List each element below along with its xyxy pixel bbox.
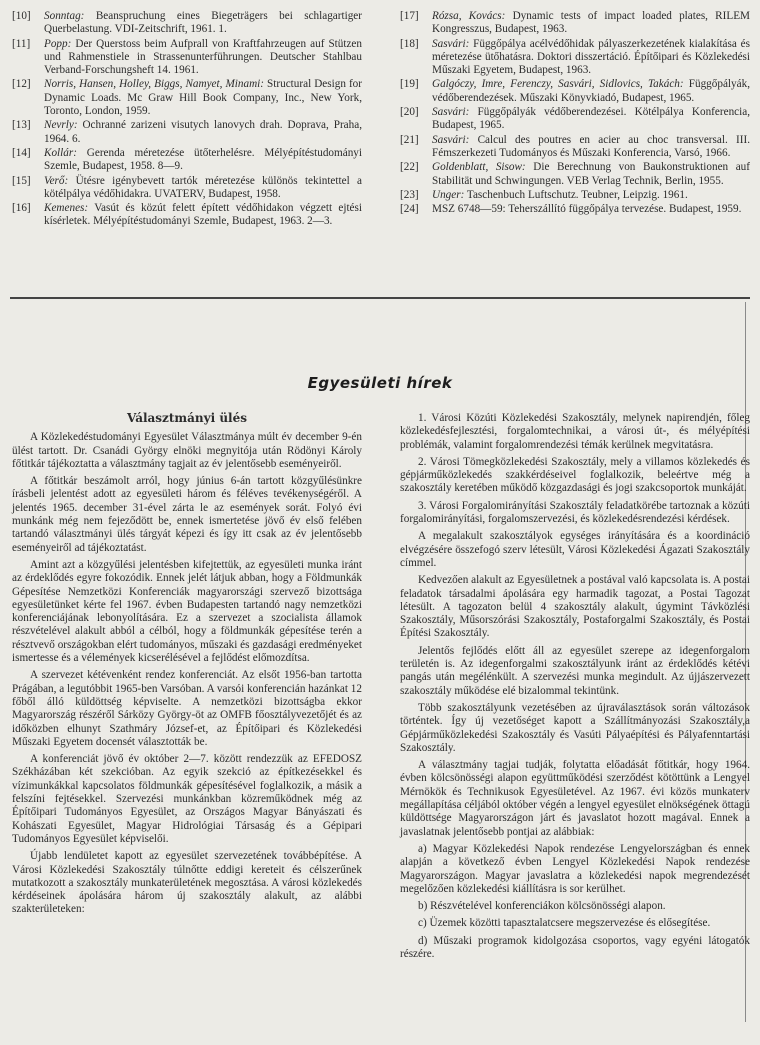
reference-entry — [400, 161, 750, 188]
article-column-left — [12, 412, 362, 921]
reference-entry — [400, 10, 750, 37]
reference-text — [44, 38, 362, 78]
reference-author: Sonntag: — [44, 10, 85, 22]
article-paragraph: c) Üzemek közötti tapasztalatcsere megszervezése és elősegítése. — [418, 917, 711, 930]
article-paragraph: A főtitkár beszámolt arról, hogy június 6-án tartott közgyűlésünkre írásbeli jelentést adott az egyesületi három és féléves tevékenységéről. A jelentés 1965. december 31-ével zárta le az események sorát. Folyó évi munkánk még nem fejeződött be, ennek ismertetése jövő év első felében tartandó választmányi ülés tárgyát képezi és így itt csak az év jelentősebb eseményeiről ad tájékoztatást. — [12, 475, 362, 554]
reference-author: Verő: — [44, 174, 69, 187]
article-paragraph: 3. Városi Forgalomirányítási Szakosztály feladatkörébe tartoznak a közúti forgalomirányítási, forgalomszervezési, és közlekedésrendezési kérdések. — [400, 499, 750, 526]
article-paragraph: Kedvezően alakult az Egyesületnek a postával való kapcsolata is. A postai feladatok társadalmi ápolására egy harmadik tagozat, a Postai Tagozat létesült. A tagozaton belül 4 szakosztály alakult, úgymint Távközlési Szakosztály, Műsorszórási Szakosztály, Postaforgalmi Szakosztály, és Postai Építési Szakosztály. — [400, 574, 750, 640]
reference-number: [11] — [12, 37, 31, 50]
reference-number: [13] — [12, 119, 31, 132]
reference-text — [44, 119, 362, 146]
article-paragraph: A szervezet kétévenként rendez konferenciát. Az elsőt 1956-ban tartotta Prágában, a legutóbbit 1965-ben Varsóban. A varsói konferencián hazánkat 12 főből álló küldöttség képviselte. A nemzetközi bizottságba ekkor Magyarország részéről Sárközy György-öt az OMFB főosztályvezetőjét és az időközben elhunyt Szathmáry József-et, az Építőipari és Közlekedési Műszaki Egyetem docensét választották be. — [12, 669, 362, 748]
reference-entry — [400, 38, 750, 78]
article-paragraph: 2. Városi Tömegközlekedési Szakosztály, mely a villamos közlekedés és gépjárműközlekedés szakkérdéseivel foglalkozik, beleértve még a szakosztály keretében működő közgazdasági és jogi szakcsoportok munkáját. — [400, 455, 750, 495]
reference-text — [432, 134, 750, 161]
article-paragraph: A megalakult szakosztályok egységes irányítására és a koordináció elvégzésére összefogó szerv létesült, Városi Közlekedési Ágazati Szakosztály címmel. — [400, 530, 750, 569]
reference-entry — [12, 38, 362, 78]
reference-number: [22] — [400, 161, 419, 174]
article-paragraph: Több szakosztályunk vezetésében az újraválasztások során változások történtek. Így új vezetőséget kapott a Szállítmányozási Szakosztály,a Gépjárműközlekedési Szakosztály és Vasúti Pályaépítési és Pályafenntartási Szakosztály. — [400, 701, 750, 754]
article-paragraph: A választmány tagjai tudják, folytatta előadását főtitkár, hogy 1964. évben kölcsönösségi alapon együttműködési szerződést kötöttünk a Lengyel Mérnökök és Technikusok Egyesületével. Az 1967. évi közös munkaterv megállapítása céljából október végén a lengyel egyesület elnökségének öttagú küldöttsége Magyarországon járt és javaslatot hozott magával. Ennek a javaslatnak jelentősebb pontjai az alábbiak: — [400, 759, 750, 838]
article-paragraph: 1. Városi Közúti Közlekedési Szakosztály, melynek napirendjén, főleg közlekedésfejlesztési, forgalomtechnikai, a városi út-, és mélyépítési problémák, valamint forgalomrendezési témák kerülnek megvitatásra. — [400, 412, 750, 451]
reference-entry — [12, 10, 362, 37]
reference-author: Norris, Hansen, Holley, Biggs, Namyet, Minami: — [44, 78, 265, 91]
reference-title: Ütésre igénybevett tartók méretezése különös tekintettel a kötélpálya védőhidakra. UVATERV, Budapest, 1958. — [44, 174, 362, 200]
reference-number: [18] — [400, 37, 419, 50]
article-subheading: Választmányi ülés — [126, 411, 247, 425]
article-column-right — [400, 412, 750, 965]
reference-author: Kemenes: — [44, 202, 89, 215]
reference-number: [15] — [12, 174, 31, 187]
reference-entry — [400, 189, 750, 202]
reference-text — [432, 10, 750, 37]
reference-title: Die Berechnung von Baukonstruktionen auf Stabilität und Schwingungen. VEB Verlag Technik, Berlin, 1955. — [432, 161, 750, 187]
reference-number: [19] — [400, 78, 419, 91]
reference-entry — [12, 175, 362, 202]
article-paragraph: b) Részvételével konferenciákon kölcsönösségi alapon. — [418, 900, 666, 913]
article-paragraph: Újabb lendületet kapott az egyesület szervezetének továbbépítése. A Városi Közlekedési Szakosztály túlnőtte eddigi kereteit és célszerűnek mutatkozott a szakosztály munkaterületének megosztása. A városi közlekedés kérdéseinek ápolására három új szakosztály alakult, az alábbi szakterületeken: — [12, 850, 362, 916]
reference-title: Beanspruchung eines Biegeträgers bei schlagartiger Querbelastung. VDI-Zeitschrift, 1961. 1. — [44, 10, 362, 36]
reference-title: Ochranné zarizeni visutych lanovych drah. Doprava, Praha, 1964. 6. — [44, 119, 362, 145]
reference-number: [12] — [12, 78, 31, 91]
reference-title: Függőpálya acélvédőhidak pályaszerkezetének kialakítása és méretezése ütőhatásra. Doktori disszertáció. Építőipari és Közlekedési Műszaki Egyetem, Budapest, 1963. — [432, 37, 750, 77]
reference-author: Sasvári: — [432, 133, 470, 146]
reference-text — [432, 189, 750, 202]
reference-author: Unger: — [432, 188, 465, 201]
reference-entry — [400, 106, 750, 133]
section-title: Egyesületi hírek — [307, 374, 453, 392]
reference-author: Sasvári: — [432, 106, 470, 119]
reference-author: Sasvári: — [432, 37, 470, 50]
reference-title: Structural Design for Dynamic Loads. Mc Graw Hill Book Company, Inc., New York, Toronto, London, 1959. — [44, 78, 363, 118]
reference-number: [23] — [400, 188, 419, 201]
reference-text — [432, 203, 750, 216]
article-paragraph: Amint azt a közgyűlési jelentésben kifejtettük, az egyesületi munka iránt az érdeklődés egyre fokozódik. Ennek jelét látjuk abban, hogy a Földmunkák Gépesítése Nemzetközi Konferenciák magyarországi szervező bizottsága egyesületünket kérte fel 1967. évben Budapesten tartandó nagy nemzetközi konferenciájának lebonyolítására. Ez a szervezet a szocialista államok részvételével alakult abból a célból, hogy a földmunkák gépesítése terén a résztvevő országokban elért tudományos, műszaki és gazdasági eredményeket ismertesse és a vélemények kicserélésével a fejlődést előmozdítsa. — [12, 558, 362, 665]
reference-entry — [12, 119, 362, 146]
reference-title: Taschenbuch Luftschutz. Teubner, Leipzig. 1961. — [464, 188, 688, 201]
reference-number: [10] — [12, 10, 31, 22]
reference-entry — [400, 78, 750, 105]
reference-number: [16] — [12, 202, 31, 215]
reference-title: Vasút és közút felett épített védőhidakon végzett ejtési kísérletek. Mélyépítéstudományi Szemle, Budapest, 1963. 2—3. — [44, 202, 362, 228]
article-paragraph: A konferenciát jövő év október 2—7. között rendezzük az EFEDOSZ Székházában két szekcióban. Az egyik szekció az építkezésekkel és vízimunkákkal kapcsolatos földmunkák gépesítésével foglalkozik, a másik a felszíni fejtésekkel. Szervezési munkánkban közreműködnek még az Építőipari Tudományos Egyesület, az Országos Magyar Bányászati és Kohászati Egyesület, Magyar Hidrológiai Társaság és a Gépipari Tudományos Egyesület képviselői. — [12, 753, 362, 845]
article-paragraph: a) Magyar Közlekedési Napok rendezése Lengyelországban és ennek alapján a következő évben Lengyel Közlekedési Napok rendezése Magyarországon. Magyar javaslatra a közlekedési napok megrendezését megelőzően közlekedési kiállításra is sor kerülhet. — [400, 842, 750, 895]
reference-entry — [12, 202, 362, 229]
reference-author: Goldenblatt, Sisow: — [432, 161, 526, 174]
reference-number: [21] — [400, 133, 419, 146]
reference-author: Nevrly: — [44, 119, 78, 132]
reference-author: Kollár: — [44, 146, 77, 159]
reference-number: [24] — [400, 203, 419, 216]
reference-text — [44, 147, 362, 174]
reference-title: Függőpályák védőberendezései. Kötélpálya Konferencia, Budapest, 1965. — [432, 106, 750, 132]
reference-entry — [400, 203, 750, 216]
reference-text — [44, 175, 362, 202]
references-right — [400, 10, 750, 217]
reference-text — [44, 10, 362, 37]
reference-entry — [400, 134, 750, 161]
article-paragraph: A Közlekedéstudományi Egyesület Választmánya múlt év december 9-én ülést tartott. Dr. Csanádi György elnöki megnyitója után Rödönyi Károly főtitkár tájékoztatta a választmány tagjait az év jelentősebb eseményeiről. — [12, 431, 362, 470]
article-paragraph: d) Műszaki programok kidolgozása csoportos, vagy egyéni látogatók részére. — [400, 934, 750, 960]
reference-number: [14] — [12, 146, 31, 159]
reference-title: MSZ 6748—59: Teherszállító függőpálya tervezése. Budapest, 1959. — [432, 203, 742, 216]
reference-title: Der Querstoss beim Aufprall von Kraftfahrzeugen auf Stützen und Rahmenstiele in Strassenunterführungen. Deutscher Stahlbau Verband-Forschungsheft 14. 1961. — [44, 37, 362, 77]
reference-title: Függőpályák, védőberendezések. Műszaki Könyvkiadó, Budapest, 1965. — [432, 78, 750, 104]
reference-text — [44, 78, 362, 118]
reference-author: Popp: — [44, 37, 72, 50]
reference-number: [17] — [400, 10, 419, 22]
reference-entry — [12, 147, 362, 174]
reference-text — [432, 106, 750, 133]
reference-text — [432, 38, 750, 78]
reference-text — [432, 78, 750, 105]
article-paragraph: Jelentős fejlődés előtt áll az egyesület szerepe az idegenforgalom területén is. Az idegenforgalmi szakosztályunk iránt az érdeklődés kétévi pangás után megélénkült. A szervezési munka megindult. Az újjászervezett szakosztály működése elé bizalommal tekintünk. — [400, 644, 750, 697]
references-left — [12, 10, 362, 230]
section-divider — [10, 297, 750, 299]
reference-text — [432, 161, 750, 188]
reference-number: [20] — [400, 106, 419, 119]
reference-text — [44, 202, 362, 229]
reference-author: Galgóczy, Imre, Ferenczy, Sasvári, Sidlovics, Takách: — [432, 78, 684, 91]
reference-author: Rózsa, Kovács: — [432, 10, 506, 22]
reference-title: Calcul des poutres en acier au choc transversal. III. Fémszerkezeti Tudományos és Műszaki Konferencia, Varsó, 1966. — [432, 133, 750, 159]
reference-title: Gerenda méretezése ütőterhelésre. Mélyépítéstudományi Szemle, Budapest, 1958. 8—9. — [44, 146, 362, 173]
reference-title: Dynamic tests of impact loaded plates, RILEM Kongresszus, Budapest, 1963. — [432, 10, 750, 36]
reference-entry — [12, 78, 362, 118]
